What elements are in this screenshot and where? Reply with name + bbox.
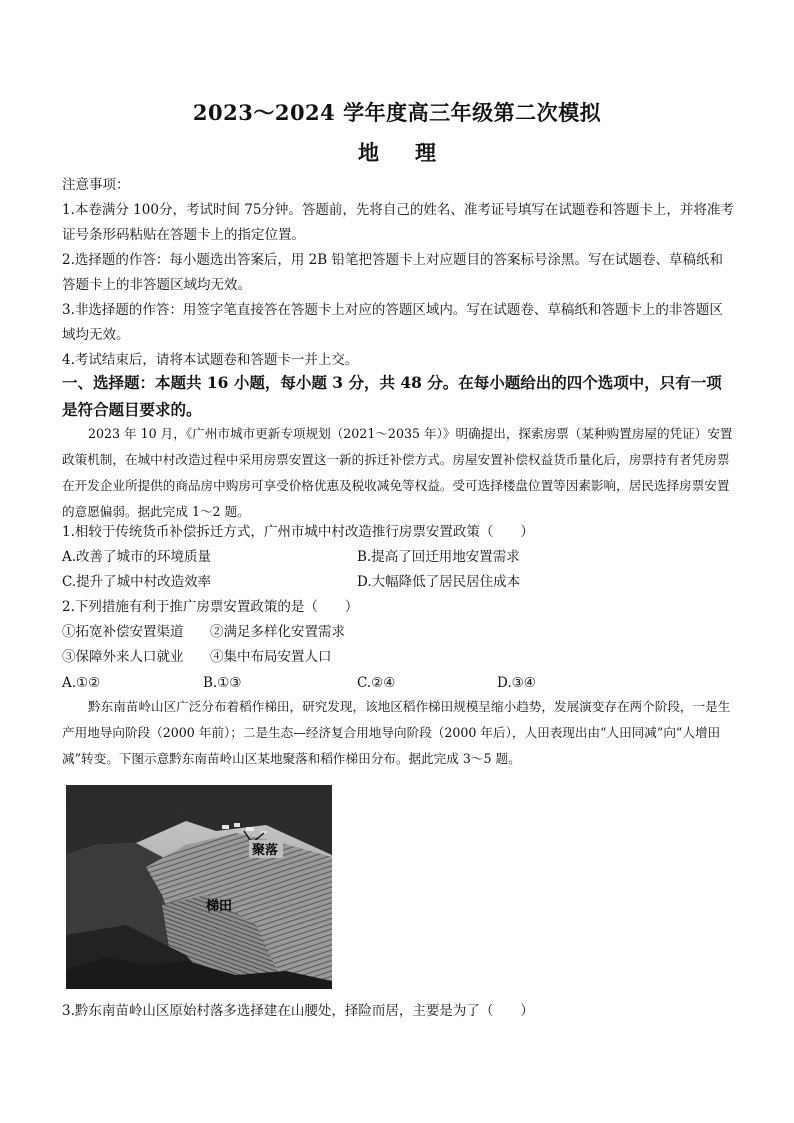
- section-heading: 一、选择题：本题共 16 小题，每小题 3 分，共 48 分。在每小题给出的四个选项中，只有一项是符合题目要求的。: [62, 373, 722, 419]
- subject-title: 地理: [358, 140, 472, 165]
- note-item: 2.选择题的作答：每小题选出答案后，用 2B 铅笔把答题卡上对应题目的答案标号涂黑。写在试题卷、草稿纸和答题卡上的非答题区域均无效。: [62, 252, 723, 293]
- question-3-stem: 3.黔东南苗岭山区原始村落多选择建在山腰处，择险而居，主要是为了（ ）: [62, 1003, 534, 1019]
- terrace-photo: [66, 785, 332, 989]
- q1-option-d: D.大幅降低了居民居住成本: [357, 574, 521, 590]
- note-item: 4.考试结束后，请将本试题卷和答题卡一并上交。: [62, 352, 359, 368]
- passage-1: 2023 年 10 月，《广州市城市更新专项规划（2021～2035 年）》明确提出，探索房票（某种购置房屋的凭证）安置政策机制，在城中村改造过程中采用房票安置这一新的拆迁补偿方式。房屋安置补偿权益货币量化后，房票持有者凭房票在开发企业所提供的商品房中购房可享受价格优惠及税收减免等权益。受可选择楼盘位置等因素影响，居民选择房票安置的意愿偏弱。据此完成 1～2 题。: [62, 426, 733, 519]
- notes-heading: 注意事项：: [62, 177, 130, 193]
- q2-option-a: A.①②: [62, 675, 101, 691]
- q2-option-b: B.①③: [203, 675, 242, 691]
- q1-option-c: C.提升了城中村改造效率: [62, 574, 212, 590]
- question-2-stem: 2.下列措施有利于推广房票安置政策的是（ ）: [62, 599, 359, 615]
- q2-item-3: ③保障外来人口就业: [62, 649, 184, 665]
- q1-option-a: A.改善了城市的环境质量: [62, 549, 212, 565]
- note-item: 3.非选择题的作答：用签字笔直接答在答题卡上对应的答题区域内。写在试题卷、草稿纸和答题卡上的非答题区域均无效。: [62, 302, 723, 343]
- terrace-label: 梯田: [206, 899, 233, 914]
- q2-item-1: ①拓宽补偿安置渠道: [62, 624, 184, 640]
- q2-item-2: ②满足多样化安置需求: [210, 624, 345, 640]
- q2-option-d: D.③④: [497, 675, 536, 691]
- question-1-stem: 1.相较于传统货币补偿拆迁方式，广州市城中村改造推行房票安置政策（ ）: [62, 524, 534, 540]
- passage-2: 黔东南苗岭山区广泛分布着稻作梯田，研究发现，该地区稻作梯田规模呈缩小趋势，发展演变存在两个阶段，一是生产用地导向阶段（2000 年前）；二是生态—经济复合用地导向阶段（2000 年后），人田表现出由“人田同减”向“人增田减”转变。下图示意黔东南苗岭山区某地聚落和稻作梯田分布。据此完成 3～5 题。: [62, 699, 731, 766]
- q2-option-c: C.②④: [357, 675, 396, 691]
- note-item: 1.本卷满分 100分，考试时间 75分钟。答题前，先将自己的姓名、准考证号填写在试题卷和答题卡上，并将准考证号条形码粘贴在答题卡上的指定位置。: [62, 202, 734, 243]
- exam-title: 2023～2024 学年度高三年级第二次模拟: [192, 100, 602, 125]
- q2-item-4: ④集中布局安置人口: [210, 649, 332, 665]
- notes-block: [62, 173, 734, 373]
- q1-option-b: B.提高了回迁用地安置需求: [357, 549, 520, 565]
- settlement-label: 聚落: [252, 843, 279, 858]
